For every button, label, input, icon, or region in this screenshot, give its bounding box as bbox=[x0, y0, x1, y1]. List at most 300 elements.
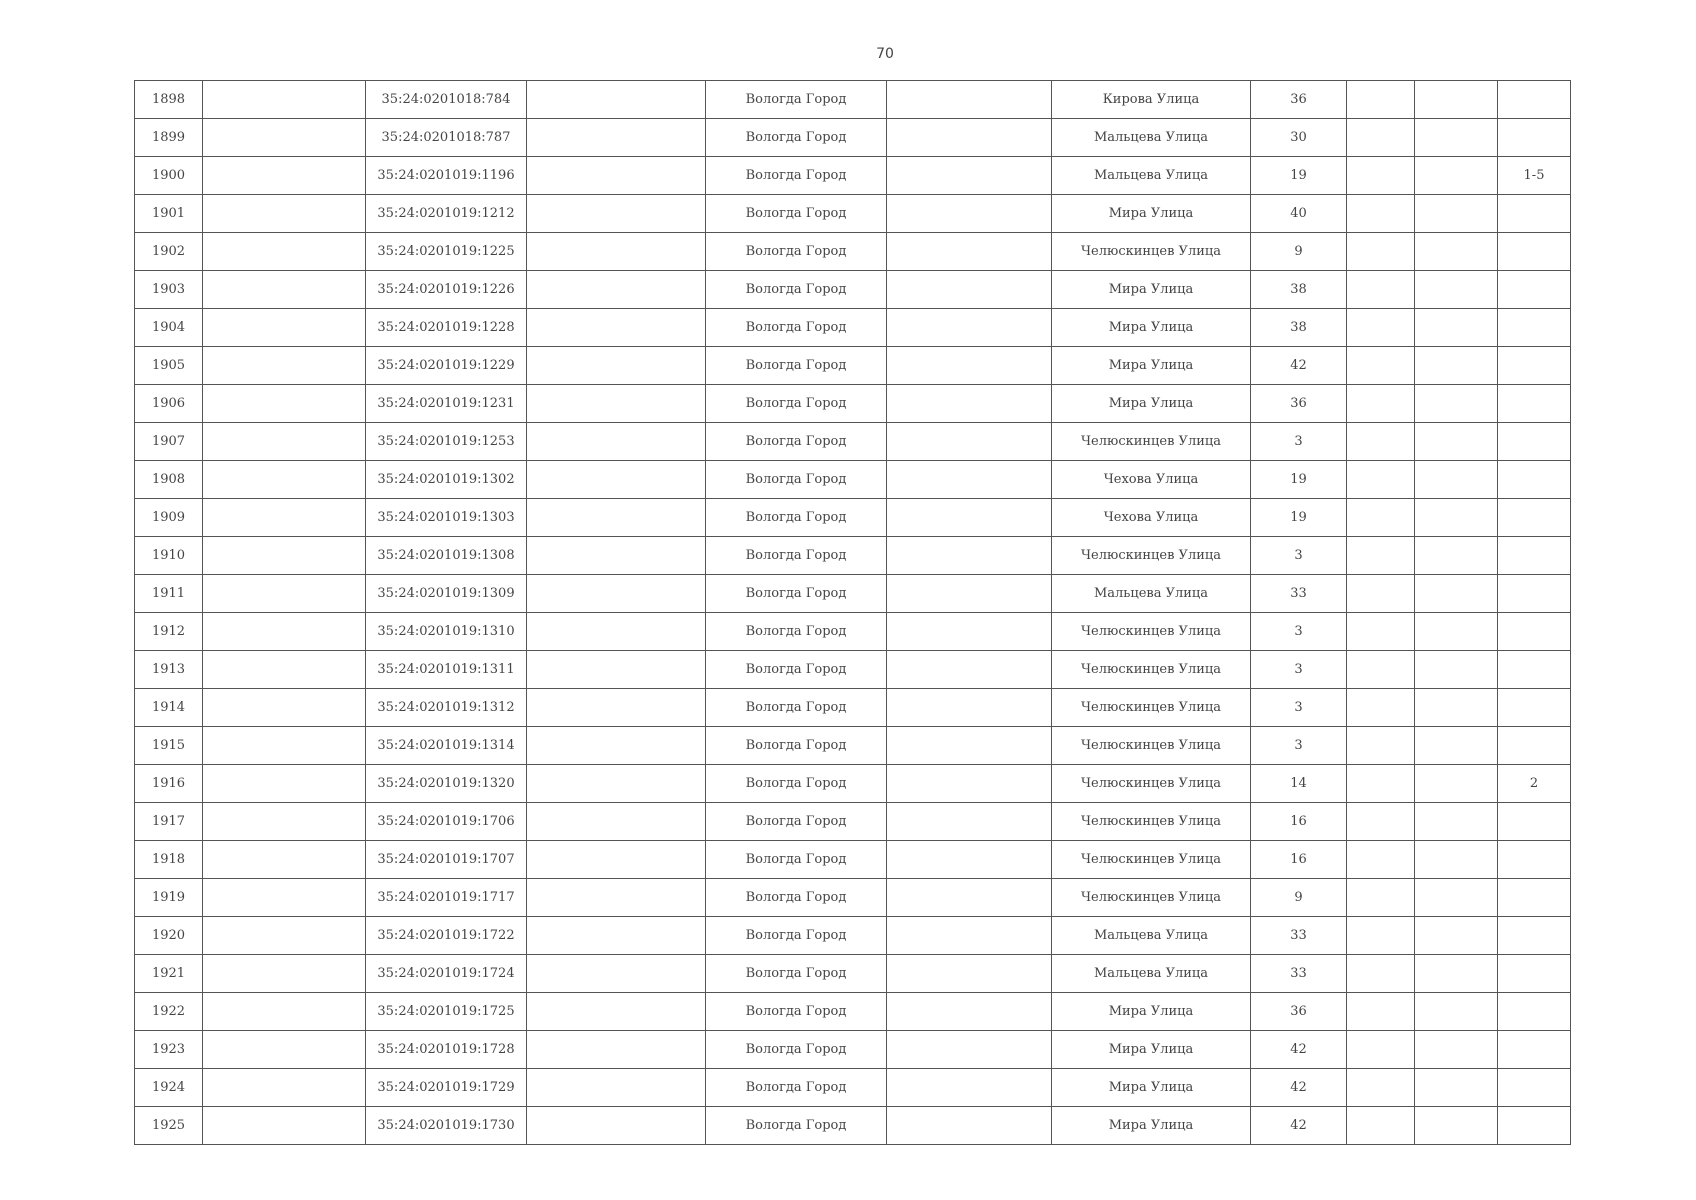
empty-cell bbox=[1415, 347, 1498, 385]
empty-cell bbox=[1415, 157, 1498, 195]
city-cell: Вологда Город bbox=[706, 347, 887, 385]
city-cell: Вологда Город bbox=[706, 385, 887, 423]
apartment-cell bbox=[1498, 955, 1571, 993]
table-row bbox=[135, 385, 1571, 423]
empty-cell bbox=[887, 575, 1052, 613]
cadastral-number-cell: 35:24:0201019:1725 bbox=[366, 993, 527, 1031]
empty-cell bbox=[527, 537, 706, 575]
cadastral-number-cell: 35:24:0201019:1302 bbox=[366, 461, 527, 499]
apartment-cell bbox=[1498, 879, 1571, 917]
table-row bbox=[135, 81, 1571, 119]
cadastral-number-cell: 35:24:0201019:1320 bbox=[366, 765, 527, 803]
city-cell: Вологда Город bbox=[706, 879, 887, 917]
street-cell: Мальцева Улица bbox=[1052, 917, 1251, 955]
empty-cell bbox=[203, 689, 366, 727]
empty-cell bbox=[1347, 461, 1415, 499]
row-number-cell: 1910 bbox=[135, 537, 203, 575]
city-cell: Вологда Город bbox=[706, 461, 887, 499]
row-number-cell: 1906 bbox=[135, 385, 203, 423]
table-row bbox=[135, 195, 1571, 233]
city-cell: Вологда Город bbox=[706, 613, 887, 651]
city-cell: Вологда Город bbox=[706, 271, 887, 309]
cadastral-number-cell: 35:24:0201019:1312 bbox=[366, 689, 527, 727]
empty-cell bbox=[527, 955, 706, 993]
empty-cell bbox=[1347, 689, 1415, 727]
empty-cell bbox=[887, 1069, 1052, 1107]
street-cell: Челюскинцев Улица bbox=[1052, 727, 1251, 765]
empty-cell bbox=[203, 1107, 366, 1145]
empty-cell bbox=[1347, 1069, 1415, 1107]
cadastral-number-cell: 35:24:0201019:1229 bbox=[366, 347, 527, 385]
city-cell: Вологда Город bbox=[706, 423, 887, 461]
empty-cell bbox=[527, 385, 706, 423]
apartment-cell bbox=[1498, 119, 1571, 157]
empty-cell bbox=[203, 575, 366, 613]
empty-cell bbox=[527, 347, 706, 385]
empty-cell bbox=[887, 157, 1052, 195]
table-row bbox=[135, 689, 1571, 727]
row-number-cell: 1916 bbox=[135, 765, 203, 803]
empty-cell bbox=[203, 917, 366, 955]
empty-cell bbox=[1347, 917, 1415, 955]
city-cell: Вологда Город bbox=[706, 1069, 887, 1107]
empty-cell bbox=[1415, 195, 1498, 233]
house-number-cell: 38 bbox=[1251, 309, 1347, 347]
empty-cell bbox=[203, 195, 366, 233]
empty-cell bbox=[1347, 1031, 1415, 1069]
empty-cell bbox=[887, 81, 1052, 119]
empty-cell bbox=[1415, 233, 1498, 271]
cadastral-number-cell: 35:24:0201019:1226 bbox=[366, 271, 527, 309]
empty-cell bbox=[527, 841, 706, 879]
apartment-cell bbox=[1498, 195, 1571, 233]
table-row bbox=[135, 309, 1571, 347]
cadastral-number-cell: 35:24:0201019:1717 bbox=[366, 879, 527, 917]
table-row bbox=[135, 347, 1571, 385]
street-cell: Челюскинцев Улица bbox=[1052, 537, 1251, 575]
house-number-cell: 3 bbox=[1251, 423, 1347, 461]
cadastral-number-cell: 35:24:0201019:1311 bbox=[366, 651, 527, 689]
empty-cell bbox=[527, 613, 706, 651]
empty-cell bbox=[203, 385, 366, 423]
empty-cell bbox=[203, 499, 366, 537]
empty-cell bbox=[887, 1031, 1052, 1069]
apartment-cell bbox=[1498, 309, 1571, 347]
empty-cell bbox=[887, 271, 1052, 309]
street-cell: Челюскинцев Улица bbox=[1052, 423, 1251, 461]
empty-cell bbox=[1347, 1107, 1415, 1145]
street-cell: Чехова Улица bbox=[1052, 461, 1251, 499]
city-cell: Вологда Город bbox=[706, 841, 887, 879]
city-cell: Вологда Город bbox=[706, 917, 887, 955]
table-row bbox=[135, 271, 1571, 309]
house-number-cell: 3 bbox=[1251, 651, 1347, 689]
empty-cell bbox=[887, 727, 1052, 765]
house-number-cell: 3 bbox=[1251, 689, 1347, 727]
table-row bbox=[135, 955, 1571, 993]
street-cell: Мира Улица bbox=[1052, 1107, 1251, 1145]
table-row bbox=[135, 993, 1571, 1031]
street-cell: Челюскинцев Улица bbox=[1052, 613, 1251, 651]
page-number: 70 bbox=[876, 46, 894, 62]
apartment-cell bbox=[1498, 81, 1571, 119]
row-number-cell: 1913 bbox=[135, 651, 203, 689]
empty-cell bbox=[887, 233, 1052, 271]
apartment-cell bbox=[1498, 1031, 1571, 1069]
empty-cell bbox=[1347, 499, 1415, 537]
apartment-cell bbox=[1498, 575, 1571, 613]
cadastral-number-cell: 35:24:0201019:1722 bbox=[366, 917, 527, 955]
street-cell: Мира Улица bbox=[1052, 385, 1251, 423]
empty-cell bbox=[527, 271, 706, 309]
cadastral-number-cell: 35:24:0201019:1729 bbox=[366, 1069, 527, 1107]
house-number-cell: 42 bbox=[1251, 1069, 1347, 1107]
city-cell: Вологда Город bbox=[706, 1031, 887, 1069]
row-number-cell: 1899 bbox=[135, 119, 203, 157]
table-row bbox=[135, 233, 1571, 271]
house-number-cell: 9 bbox=[1251, 233, 1347, 271]
house-number-cell: 19 bbox=[1251, 157, 1347, 195]
empty-cell bbox=[203, 157, 366, 195]
empty-cell bbox=[1347, 727, 1415, 765]
cadastral-number-cell: 35:24:0201019:1314 bbox=[366, 727, 527, 765]
empty-cell bbox=[203, 461, 366, 499]
empty-cell bbox=[887, 423, 1052, 461]
house-number-cell: 42 bbox=[1251, 1107, 1347, 1145]
empty-cell bbox=[1347, 119, 1415, 157]
apartment-cell bbox=[1498, 233, 1571, 271]
table-row bbox=[135, 765, 1571, 803]
empty-cell bbox=[1415, 955, 1498, 993]
empty-cell bbox=[1347, 157, 1415, 195]
empty-cell bbox=[527, 651, 706, 689]
table-row bbox=[135, 461, 1571, 499]
empty-cell bbox=[1415, 993, 1498, 1031]
house-number-cell: 33 bbox=[1251, 575, 1347, 613]
empty-cell bbox=[1347, 575, 1415, 613]
row-number-cell: 1911 bbox=[135, 575, 203, 613]
cadastral-number-cell: 35:24:0201019:1728 bbox=[366, 1031, 527, 1069]
empty-cell bbox=[887, 309, 1052, 347]
empty-cell bbox=[887, 917, 1052, 955]
empty-cell bbox=[527, 993, 706, 1031]
empty-cell bbox=[527, 119, 706, 157]
cadastral-number-cell: 35:24:0201019:1309 bbox=[366, 575, 527, 613]
row-number-cell: 1918 bbox=[135, 841, 203, 879]
empty-cell bbox=[1415, 423, 1498, 461]
row-number-cell: 1900 bbox=[135, 157, 203, 195]
apartment-cell: 2 bbox=[1498, 765, 1571, 803]
empty-cell bbox=[1415, 385, 1498, 423]
row-number-cell: 1924 bbox=[135, 1069, 203, 1107]
empty-cell bbox=[203, 81, 366, 119]
table-row bbox=[135, 917, 1571, 955]
row-number-cell: 1915 bbox=[135, 727, 203, 765]
empty-cell bbox=[203, 537, 366, 575]
table-row bbox=[135, 651, 1571, 689]
empty-cell bbox=[1415, 879, 1498, 917]
empty-cell bbox=[203, 613, 366, 651]
apartment-cell bbox=[1498, 1107, 1571, 1145]
empty-cell bbox=[887, 803, 1052, 841]
empty-cell bbox=[887, 385, 1052, 423]
empty-cell bbox=[203, 765, 366, 803]
cadastral-number-cell: 35:24:0201019:1303 bbox=[366, 499, 527, 537]
city-cell: Вологда Город bbox=[706, 119, 887, 157]
cadastral-number-cell: 35:24:0201019:1212 bbox=[366, 195, 527, 233]
house-number-cell: 42 bbox=[1251, 347, 1347, 385]
empty-cell bbox=[527, 309, 706, 347]
empty-cell bbox=[527, 461, 706, 499]
empty-cell bbox=[203, 955, 366, 993]
empty-cell bbox=[887, 765, 1052, 803]
empty-cell bbox=[1347, 537, 1415, 575]
empty-cell bbox=[1415, 841, 1498, 879]
house-number-cell: 36 bbox=[1251, 81, 1347, 119]
empty-cell bbox=[203, 271, 366, 309]
house-number-cell: 19 bbox=[1251, 499, 1347, 537]
city-cell: Вологда Город bbox=[706, 727, 887, 765]
city-cell: Вологда Город bbox=[706, 537, 887, 575]
empty-cell bbox=[887, 841, 1052, 879]
street-cell: Челюскинцев Улица bbox=[1052, 689, 1251, 727]
house-number-cell: 16 bbox=[1251, 841, 1347, 879]
city-cell: Вологда Город bbox=[706, 195, 887, 233]
table-row bbox=[135, 841, 1571, 879]
apartment-cell: 1-5 bbox=[1498, 157, 1571, 195]
cadastral-number-cell: 35:24:0201019:1308 bbox=[366, 537, 527, 575]
empty-cell bbox=[887, 1107, 1052, 1145]
empty-cell bbox=[1415, 499, 1498, 537]
apartment-cell bbox=[1498, 537, 1571, 575]
row-number-cell: 1902 bbox=[135, 233, 203, 271]
empty-cell bbox=[1415, 575, 1498, 613]
house-number-cell: 33 bbox=[1251, 917, 1347, 955]
street-cell: Мира Улица bbox=[1052, 271, 1251, 309]
empty-cell bbox=[203, 651, 366, 689]
empty-cell bbox=[203, 803, 366, 841]
empty-cell bbox=[887, 955, 1052, 993]
table-body bbox=[135, 81, 1571, 1145]
empty-cell bbox=[887, 689, 1052, 727]
empty-cell bbox=[527, 575, 706, 613]
empty-cell bbox=[1415, 461, 1498, 499]
apartment-cell bbox=[1498, 347, 1571, 385]
row-number-cell: 1919 bbox=[135, 879, 203, 917]
apartment-cell bbox=[1498, 993, 1571, 1031]
table-row bbox=[135, 613, 1571, 651]
empty-cell bbox=[203, 1031, 366, 1069]
empty-cell bbox=[887, 119, 1052, 157]
city-cell: Вологда Город bbox=[706, 499, 887, 537]
street-cell: Чехова Улица bbox=[1052, 499, 1251, 537]
empty-cell bbox=[887, 613, 1052, 651]
apartment-cell bbox=[1498, 803, 1571, 841]
row-number-cell: 1917 bbox=[135, 803, 203, 841]
empty-cell bbox=[1415, 1031, 1498, 1069]
empty-cell bbox=[203, 347, 366, 385]
empty-cell bbox=[1415, 917, 1498, 955]
city-cell: Вологда Город bbox=[706, 1107, 887, 1145]
empty-cell bbox=[1347, 613, 1415, 651]
street-cell: Мальцева Улица bbox=[1052, 955, 1251, 993]
empty-cell bbox=[887, 347, 1052, 385]
empty-cell bbox=[1415, 1107, 1498, 1145]
city-cell: Вологда Город bbox=[706, 81, 887, 119]
empty-cell bbox=[1347, 651, 1415, 689]
apartment-cell bbox=[1498, 613, 1571, 651]
row-number-cell: 1901 bbox=[135, 195, 203, 233]
empty-cell bbox=[203, 993, 366, 1031]
apartment-cell bbox=[1498, 917, 1571, 955]
empty-cell bbox=[527, 233, 706, 271]
empty-cell bbox=[527, 879, 706, 917]
row-number-cell: 1920 bbox=[135, 917, 203, 955]
empty-cell bbox=[1415, 81, 1498, 119]
empty-cell bbox=[527, 1031, 706, 1069]
house-number-cell: 3 bbox=[1251, 727, 1347, 765]
house-number-cell: 3 bbox=[1251, 613, 1347, 651]
house-number-cell: 3 bbox=[1251, 537, 1347, 575]
row-number-cell: 1925 bbox=[135, 1107, 203, 1145]
empty-cell bbox=[887, 651, 1052, 689]
empty-cell bbox=[527, 1069, 706, 1107]
empty-cell bbox=[527, 1107, 706, 1145]
table-row bbox=[135, 803, 1571, 841]
street-cell: Мальцева Улица bbox=[1052, 157, 1251, 195]
cadastral-number-cell: 35:24:0201018:787 bbox=[366, 119, 527, 157]
table-row bbox=[135, 157, 1571, 195]
table-row bbox=[135, 575, 1571, 613]
empty-cell bbox=[1347, 195, 1415, 233]
row-number-cell: 1912 bbox=[135, 613, 203, 651]
street-cell: Челюскинцев Улица bbox=[1052, 879, 1251, 917]
house-number-cell: 9 bbox=[1251, 879, 1347, 917]
empty-cell bbox=[1415, 803, 1498, 841]
cadastral-number-cell: 35:24:0201019:1724 bbox=[366, 955, 527, 993]
empty-cell bbox=[1347, 81, 1415, 119]
house-number-cell: 42 bbox=[1251, 1031, 1347, 1069]
table-row bbox=[135, 1069, 1571, 1107]
table-row bbox=[135, 423, 1571, 461]
table-row bbox=[135, 119, 1571, 157]
cadastral-number-cell: 35:24:0201019:1310 bbox=[366, 613, 527, 651]
row-number-cell: 1909 bbox=[135, 499, 203, 537]
city-cell: Вологда Город bbox=[706, 651, 887, 689]
apartment-cell bbox=[1498, 461, 1571, 499]
apartment-cell bbox=[1498, 385, 1571, 423]
city-cell: Вологда Город bbox=[706, 803, 887, 841]
empty-cell bbox=[1415, 613, 1498, 651]
empty-cell bbox=[527, 727, 706, 765]
apartment-cell bbox=[1498, 727, 1571, 765]
table-row bbox=[135, 727, 1571, 765]
city-cell: Вологда Город bbox=[706, 575, 887, 613]
street-cell: Мира Улица bbox=[1052, 1069, 1251, 1107]
cadastral-number-cell: 35:24:0201019:1228 bbox=[366, 309, 527, 347]
empty-cell bbox=[203, 309, 366, 347]
city-cell: Вологда Город bbox=[706, 233, 887, 271]
empty-cell bbox=[1347, 993, 1415, 1031]
empty-cell bbox=[527, 765, 706, 803]
empty-cell bbox=[527, 423, 706, 461]
row-number-cell: 1922 bbox=[135, 993, 203, 1031]
empty-cell bbox=[527, 803, 706, 841]
empty-cell bbox=[1415, 537, 1498, 575]
row-number-cell: 1905 bbox=[135, 347, 203, 385]
apartment-cell bbox=[1498, 499, 1571, 537]
empty-cell bbox=[527, 689, 706, 727]
empty-cell bbox=[1347, 803, 1415, 841]
cadastral-number-cell: 35:24:0201019:1231 bbox=[366, 385, 527, 423]
table-row bbox=[135, 1107, 1571, 1145]
street-cell: Челюскинцев Улица bbox=[1052, 233, 1251, 271]
empty-cell bbox=[203, 727, 366, 765]
apartment-cell bbox=[1498, 1069, 1571, 1107]
empty-cell bbox=[887, 461, 1052, 499]
table-row bbox=[135, 499, 1571, 537]
empty-cell bbox=[1347, 271, 1415, 309]
table-row bbox=[135, 879, 1571, 917]
empty-cell bbox=[1415, 271, 1498, 309]
house-number-cell: 14 bbox=[1251, 765, 1347, 803]
city-cell: Вологда Город bbox=[706, 765, 887, 803]
empty-cell bbox=[203, 233, 366, 271]
empty-cell bbox=[1347, 955, 1415, 993]
cadastral-number-cell: 35:24:0201019:1253 bbox=[366, 423, 527, 461]
cadastral-number-cell: 35:24:0201019:1730 bbox=[366, 1107, 527, 1145]
city-cell: Вологда Город bbox=[706, 309, 887, 347]
house-number-cell: 36 bbox=[1251, 993, 1347, 1031]
house-number-cell: 36 bbox=[1251, 385, 1347, 423]
empty-cell bbox=[1415, 119, 1498, 157]
empty-cell bbox=[203, 119, 366, 157]
table-row bbox=[135, 1031, 1571, 1069]
empty-cell bbox=[887, 195, 1052, 233]
empty-cell bbox=[1415, 651, 1498, 689]
street-cell: Мира Улица bbox=[1052, 195, 1251, 233]
cadastral-number-cell: 35:24:0201019:1196 bbox=[366, 157, 527, 195]
street-cell: Кирова Улица bbox=[1052, 81, 1251, 119]
empty-cell bbox=[1347, 309, 1415, 347]
apartment-cell bbox=[1498, 651, 1571, 689]
row-number-cell: 1898 bbox=[135, 81, 203, 119]
table-row bbox=[135, 537, 1571, 575]
city-cell: Вологда Город bbox=[706, 993, 887, 1031]
empty-cell bbox=[1415, 689, 1498, 727]
row-number-cell: 1923 bbox=[135, 1031, 203, 1069]
city-cell: Вологда Город bbox=[706, 955, 887, 993]
empty-cell bbox=[1347, 233, 1415, 271]
apartment-cell bbox=[1498, 841, 1571, 879]
empty-cell bbox=[1415, 1069, 1498, 1107]
street-cell: Мира Улица bbox=[1052, 993, 1251, 1031]
empty-cell bbox=[1415, 309, 1498, 347]
house-number-cell: 30 bbox=[1251, 119, 1347, 157]
empty-cell bbox=[527, 81, 706, 119]
house-number-cell: 33 bbox=[1251, 955, 1347, 993]
empty-cell bbox=[203, 841, 366, 879]
street-cell: Мира Улица bbox=[1052, 347, 1251, 385]
empty-cell bbox=[203, 1069, 366, 1107]
apartment-cell bbox=[1498, 423, 1571, 461]
street-cell: Челюскинцев Улица bbox=[1052, 803, 1251, 841]
street-cell: Челюскинцев Улица bbox=[1052, 765, 1251, 803]
empty-cell bbox=[1347, 423, 1415, 461]
register-table bbox=[134, 80, 1571, 1145]
apartment-cell bbox=[1498, 689, 1571, 727]
empty-cell bbox=[203, 423, 366, 461]
